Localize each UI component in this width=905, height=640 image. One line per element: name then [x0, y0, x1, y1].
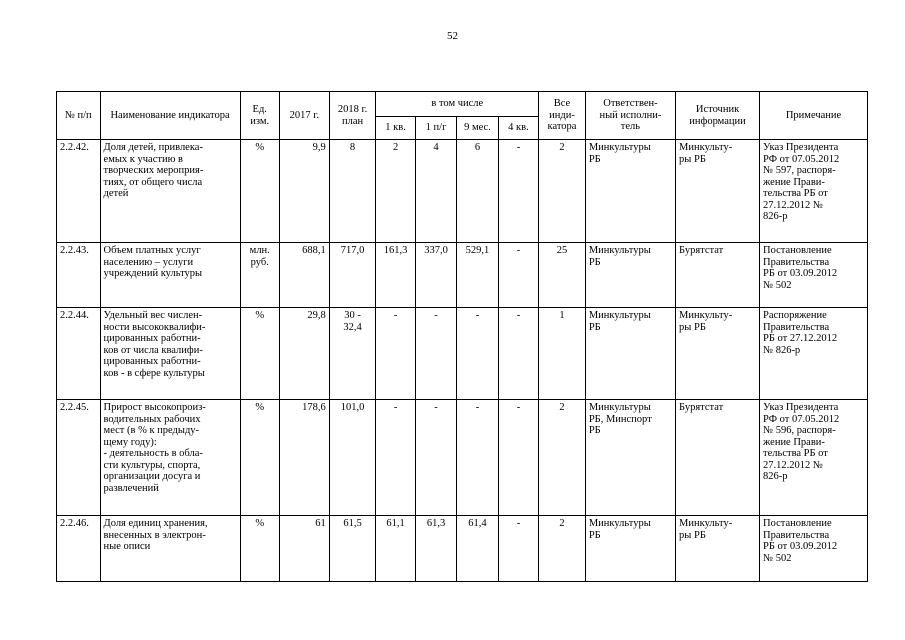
cell-responsible: Минкультуры РБ: [585, 140, 675, 243]
cell-note: Указ Президента РФ от 07.05.2012 № 597, распоря- жение Прави- тельства РБ от 27.12.2012 № 826-р: [760, 140, 868, 243]
cell-9m: -: [457, 308, 498, 400]
cell-num: 2.2.46.: [57, 516, 101, 582]
cell-num: 2.2.45.: [57, 400, 101, 516]
cell-source: Минкульту- ры РБ: [676, 140, 760, 243]
cell-2017: 688,1: [279, 243, 329, 308]
header-all-indicators: Все инди- катора: [539, 92, 586, 140]
table-body: [57, 140, 868, 582]
cell-source: Бурятстат: [676, 400, 760, 516]
page-number: 52: [447, 30, 458, 42]
cell-2017: 61: [279, 516, 329, 582]
header-including: в том числе: [376, 92, 539, 117]
cell-2018: 101,0: [329, 400, 376, 516]
cell-all: 1: [539, 308, 586, 400]
cell-unit: %: [240, 516, 279, 582]
cell-note: Постановление Правительства РБ от 03.09.2012 № 502: [760, 243, 868, 308]
cell-h1: -: [415, 308, 456, 400]
indicators-table: [56, 91, 868, 582]
header-note: Примечание: [760, 92, 868, 140]
cell-q1: 61,1: [376, 516, 415, 582]
table-row: [57, 516, 868, 582]
cell-q1: 161,3: [376, 243, 415, 308]
cell-h1: 61,3: [415, 516, 456, 582]
cell-all: 25: [539, 243, 586, 308]
cell-2018: 8: [329, 140, 376, 243]
cell-source: Минкульту- ры РБ: [676, 516, 760, 582]
cell-note: Распоряжение Правительства РБ от 27.12.2012 № 826-р: [760, 308, 868, 400]
header-q4: 4 кв.: [498, 117, 538, 140]
cell-unit: %: [240, 308, 279, 400]
cell-all: 2: [539, 516, 586, 582]
cell-num: 2.2.44.: [57, 308, 101, 400]
cell-unit: млн. руб.: [240, 243, 279, 308]
cell-unit: %: [240, 400, 279, 516]
cell-2017: 9,9: [279, 140, 329, 243]
cell-name: Доля единиц хранения, внесенных в электрон- ные описи: [100, 516, 240, 582]
cell-9m: -: [457, 400, 498, 516]
table-header: [57, 92, 868, 140]
cell-h1: 337,0: [415, 243, 456, 308]
cell-q4: -: [498, 243, 538, 308]
cell-q4: -: [498, 140, 538, 243]
header-source: Источник информации: [676, 92, 760, 140]
cell-h1: 4: [415, 140, 456, 243]
header-9m: 9 мес.: [457, 117, 498, 140]
cell-name: Удельный вес числен- ности высококвалифи- цированных работни- ков от числа квалифи- цированных работни- ков - в сфере культуры: [100, 308, 240, 400]
header-unit: Ед. изм.: [240, 92, 279, 140]
cell-responsible: Минкультуры РБ: [585, 308, 675, 400]
cell-q4: -: [498, 308, 538, 400]
cell-responsible: Минкультуры РБ: [585, 243, 675, 308]
cell-note: Указ Президента РФ от 07.05.2012 № 596, распоря- жение Прави- тельства РБ от 27.12.2012 № 826-р: [760, 400, 868, 516]
cell-unit: %: [240, 140, 279, 243]
cell-q4: -: [498, 400, 538, 516]
cell-all: 2: [539, 400, 586, 516]
cell-9m: 61,4: [457, 516, 498, 582]
header-responsible: Ответствен- ный исполни- тель: [585, 92, 675, 140]
table-row: [57, 140, 868, 243]
cell-source: Минкульту- ры РБ: [676, 308, 760, 400]
header-num: № п/п: [57, 92, 101, 140]
cell-2018: 717,0: [329, 243, 376, 308]
table-row: [57, 308, 868, 400]
cell-name: Прирост высокопроиз- водительных рабочих мест (в % к предыду- щему году): - деятельность в обла- сти культуры, спорта, организации досуга и развлечений: [100, 400, 240, 516]
table-row: [57, 400, 868, 516]
cell-all: 2: [539, 140, 586, 243]
cell-num: 2.2.42.: [57, 140, 101, 243]
cell-q1: 2: [376, 140, 415, 243]
cell-name: Доля детей, привлека- емых к участию в творческих мероприя- тиях, от общего числа детей: [100, 140, 240, 243]
cell-2018: 30 - 32,4: [329, 308, 376, 400]
cell-num: 2.2.43.: [57, 243, 101, 308]
cell-2017: 178,6: [279, 400, 329, 516]
header-2018-plan: 2018 г. план: [329, 92, 376, 140]
cell-q4: -: [498, 516, 538, 582]
cell-source: Бурятстат: [676, 243, 760, 308]
header-h1: 1 п/г: [415, 117, 456, 140]
cell-note: Постановление Правительства РБ от 03.09.2012 № 502: [760, 516, 868, 582]
cell-name: Объем платных услуг населению – услуги учреждений культуры: [100, 243, 240, 308]
cell-h1: -: [415, 400, 456, 516]
cell-responsible: Минкультуры РБ: [585, 516, 675, 582]
cell-9m: 6: [457, 140, 498, 243]
header-q1: 1 кв.: [376, 117, 415, 140]
header-name: Наименование индикатора: [100, 92, 240, 140]
cell-9m: 529,1: [457, 243, 498, 308]
cell-2017: 29,8: [279, 308, 329, 400]
header-2017: 2017 г.: [279, 92, 329, 140]
table-row: [57, 243, 868, 308]
cell-responsible: Минкультуры РБ, Минспорт РБ: [585, 400, 675, 516]
cell-q1: -: [376, 308, 415, 400]
cell-q1: -: [376, 400, 415, 516]
cell-2018: 61,5: [329, 516, 376, 582]
